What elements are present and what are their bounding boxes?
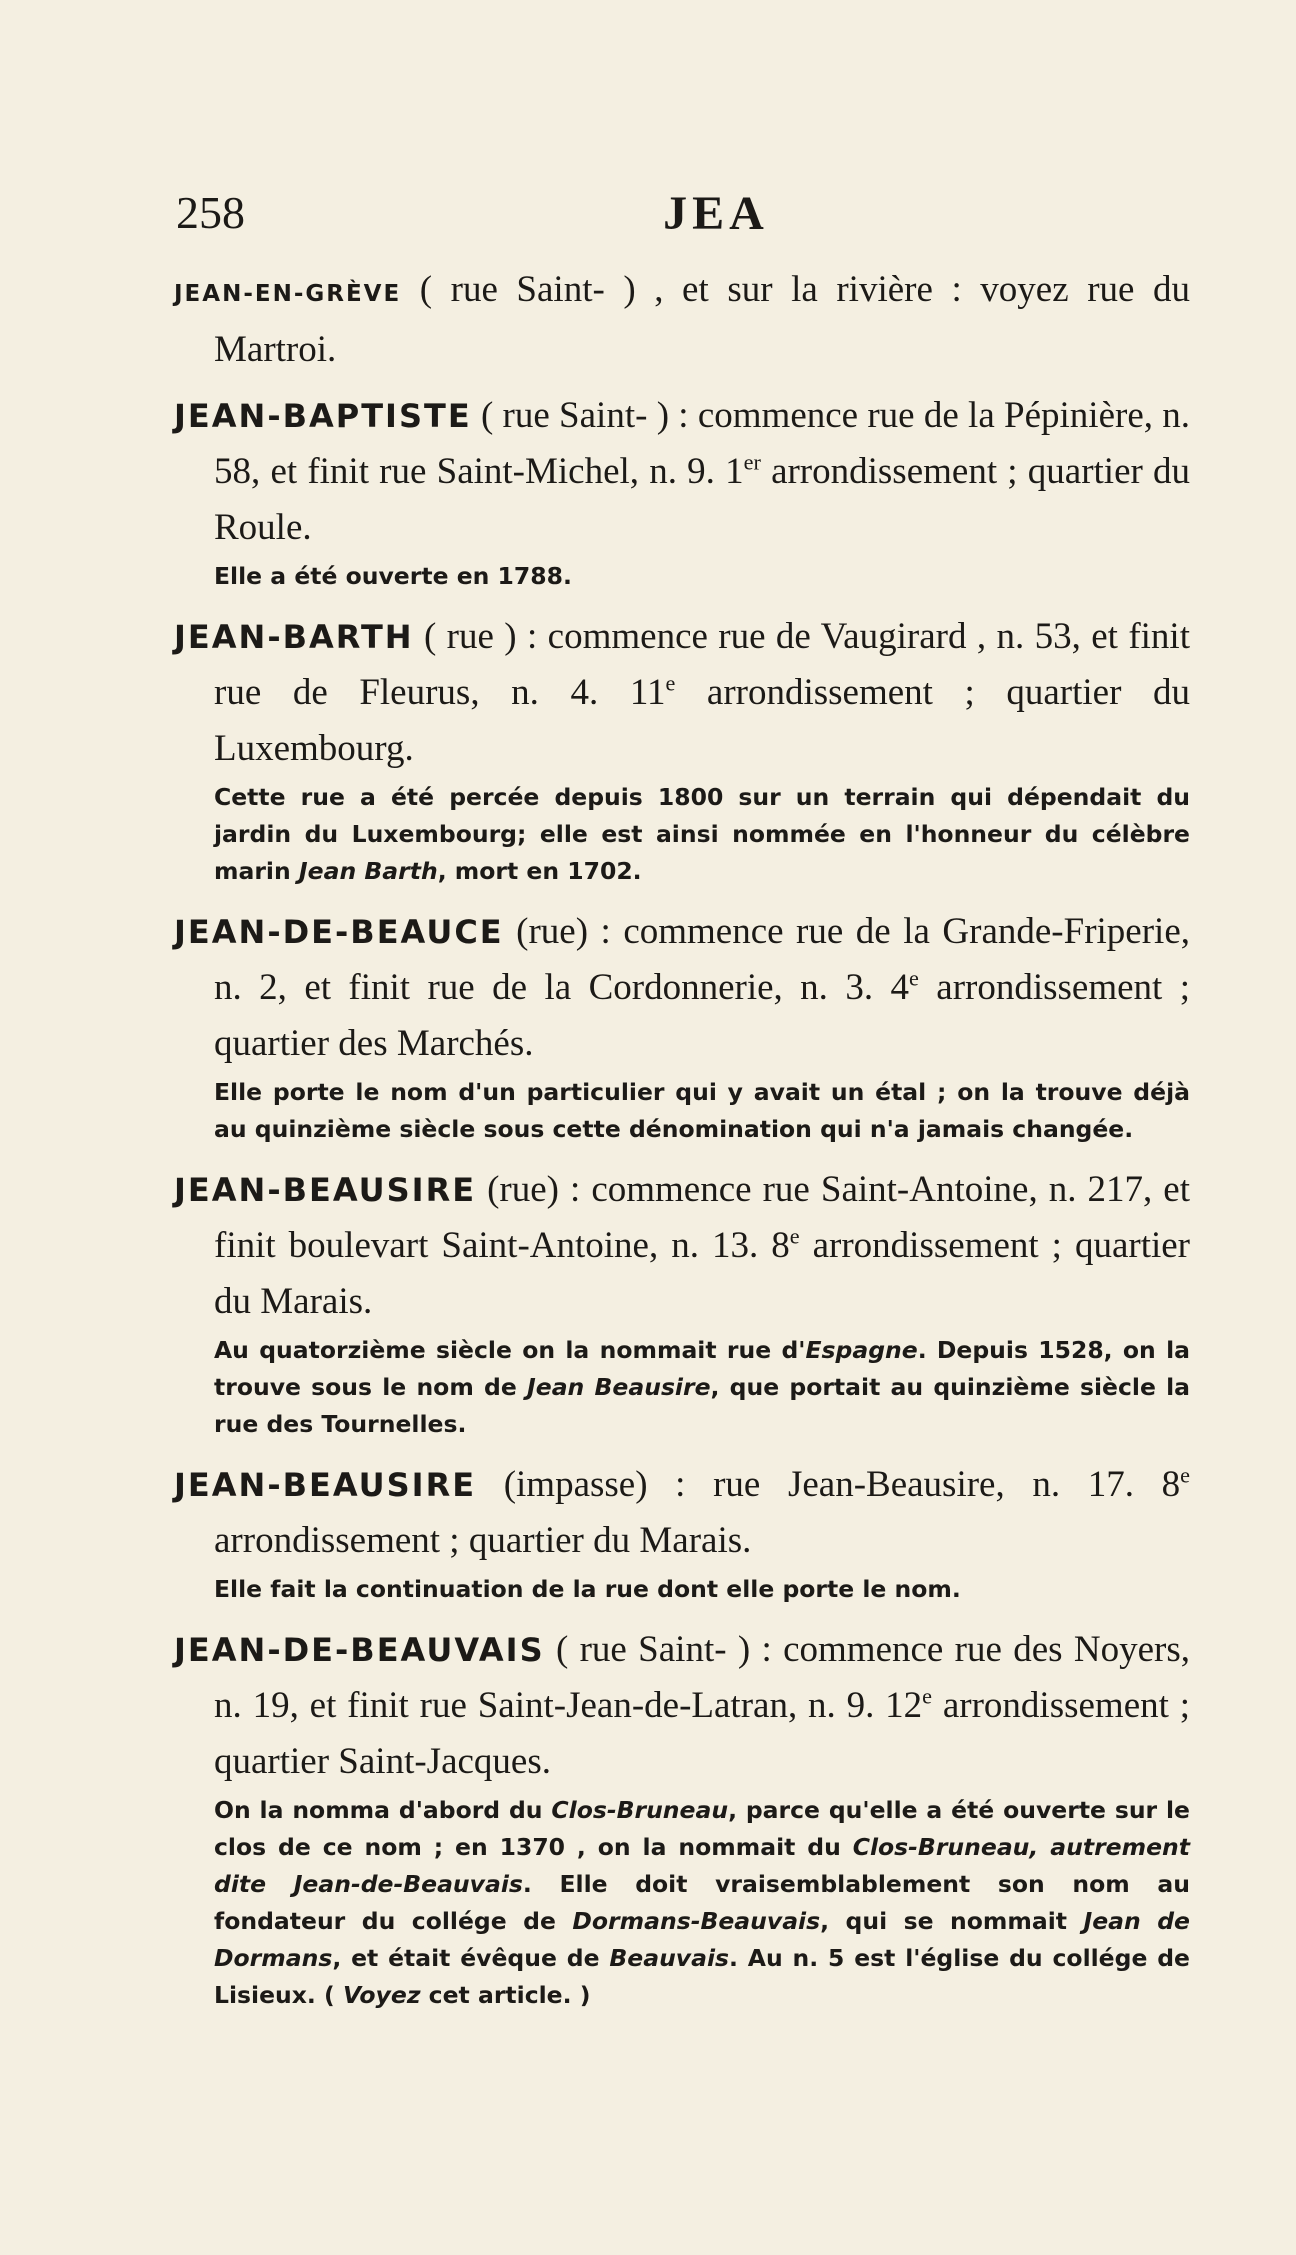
entry-note <box>174 779 1190 890</box>
note-italic: Espagne <box>805 1336 918 1364</box>
entry-text-end: arrondissement ; quartier Saint-Jacques. <box>214 1685 1191 1782</box>
entry-note <box>174 558 1190 595</box>
note-italic: Beauvais <box>609 1944 730 1972</box>
entry-headword: JEAN-EN-GRÈVE <box>174 281 402 307</box>
note-text: , parce qu'elle a été ouverte sur le clos de ce nom ; en 1370 , on la nommait du <box>214 1796 1190 1861</box>
note-text: . Elle doit vraisemblablement son nom au fondateur du collége de <box>214 1870 1190 1935</box>
entry-text: (rue) : commence rue Saint-Antoine, n. 217, et finit boulevart Saint-Antoine, n. 13. 8 <box>214 1169 1190 1266</box>
note-text: Elle fait la continuation de la rue dont elle porte le nom. <box>214 1575 961 1603</box>
entry-headword: JEAN-BAPTISTE <box>174 397 472 435</box>
note-italic: Voyez <box>342 1981 421 2009</box>
entry-jean-de-beauvais <box>174 1622 1190 1790</box>
note-text: . Au n. 5 est l'église du collége de Lisieux. ( <box>214 1944 1190 2009</box>
entry-headword: JEAN-DE-BEAUCE <box>174 913 504 951</box>
note-italic: Jean Beausire <box>527 1373 711 1401</box>
running-head: JEA <box>663 187 769 240</box>
note-text-end: cet article. ) <box>420 1981 591 2009</box>
entry-note <box>174 1571 1190 1608</box>
page-header <box>176 186 1176 246</box>
entry-text-end: arrondissement ; quartier du Marais. <box>214 1520 752 1561</box>
note-italic: Dormans-Beauvais <box>572 1907 821 1935</box>
page-number: 258 <box>176 187 245 238</box>
entry-note <box>174 1792 1190 2014</box>
entry-text: ( rue Saint- ) : commence rue de la Pépinière, n. 58, et finit rue Saint-Michel, n. 9. 1 <box>214 395 1191 492</box>
entry-text: ( rue Saint- ) : commence rue des Noyers, n. 19, et finit rue Saint-Jean-de-Latran, n. 9. 12 <box>214 1629 1190 1726</box>
note-italic: Jean Barth <box>298 857 438 885</box>
note-text: On la nomma d'abord du <box>214 1796 552 1824</box>
entry-jean-en-greve <box>174 262 1190 378</box>
note-text: Au quatorzième siècle on la nommait rue d' <box>214 1336 806 1364</box>
note-italic: Clos-Bruneau <box>551 1796 729 1824</box>
note-text-mid: . Depuis 1528, on la trouve sous le nom de <box>214 1336 1190 1401</box>
entry-superscript: e <box>922 1683 933 1709</box>
entries-list <box>174 262 1190 2028</box>
note-text-end: , mort en 1702. <box>437 857 642 885</box>
entry-superscript: e <box>789 1223 800 1249</box>
entry-text: ( rue Saint- ) , et sur la rivière : voyez rue du Martroi. <box>214 269 1190 370</box>
entry-note <box>174 1332 1190 1443</box>
note-italic: Jean de Dormans <box>214 1907 1190 1972</box>
entry-note <box>174 1074 1190 1148</box>
entry-text-end: arrondissement ; quartier du Luxembourg. <box>214 672 1191 769</box>
entry-headword: JEAN-BEAUSIRE <box>174 1466 477 1504</box>
entry-text-end: arrondissement ; quartier des Marchés. <box>214 967 1190 1064</box>
note-text-end: , que portait au quinzième siècle la rue des Tournelles. <box>214 1373 1191 1438</box>
entry-text-end: arrondissement ; quartier du Roule. <box>214 451 1191 548</box>
entry-superscript: e <box>665 670 676 696</box>
entry-headword: JEAN-BEAUSIRE <box>174 1171 477 1209</box>
entry-text: (impasse) : rue Jean-Beausire, n. 17. 8 <box>503 1464 1181 1505</box>
entry-text-end: arrondissement ; quartier du Marais. <box>214 1225 1190 1322</box>
note-text: Elle porte le nom d'un particulier qui y avait un étal ; on la trouve déjà au quinzième siècle sous cette dénomination qui n'a jamais changée. <box>214 1078 1190 1143</box>
entry-text: ( rue ) : commence rue de Vaugirard , n. 53, et finit rue de Fleurus, n. 4. 11 <box>214 616 1190 713</box>
entry-headword: JEAN-BARTH <box>174 618 414 656</box>
entry-superscript: e <box>1180 1462 1190 1488</box>
entry-jean-baptiste <box>174 388 1190 556</box>
note-italic: Clos-Bruneau, autrement dite Jean-de-Beauvais <box>214 1833 1190 1898</box>
note-text: Elle a été ouverte en 1788. <box>214 562 572 590</box>
entry-jean-de-beauce <box>174 904 1190 1072</box>
entry-jean-barth <box>174 609 1190 777</box>
entry-jean-beausire-rue <box>174 1162 1190 1330</box>
entry-jean-beausire-impasse <box>174 1457 1190 1569</box>
entry-text: (rue) : commence rue de la Grande-Friperie, n. 2, et finit rue de la Cordonnerie, n. 3. 4 <box>214 911 1190 1008</box>
entry-superscript: er <box>743 449 761 475</box>
entry-headword: JEAN-DE-BEAUVAIS <box>174 1631 545 1669</box>
note-text: Cette rue a été percée depuis 1800 sur un terrain qui dépendait du jardin du Luxembourg; elle est ainsi nommée en l'honneur du célèbre marin <box>214 783 1190 885</box>
note-text: , qui se nommait <box>820 1907 1084 1935</box>
entry-superscript: e <box>909 965 919 991</box>
note-text: , et était évêque de <box>332 1944 610 1972</box>
